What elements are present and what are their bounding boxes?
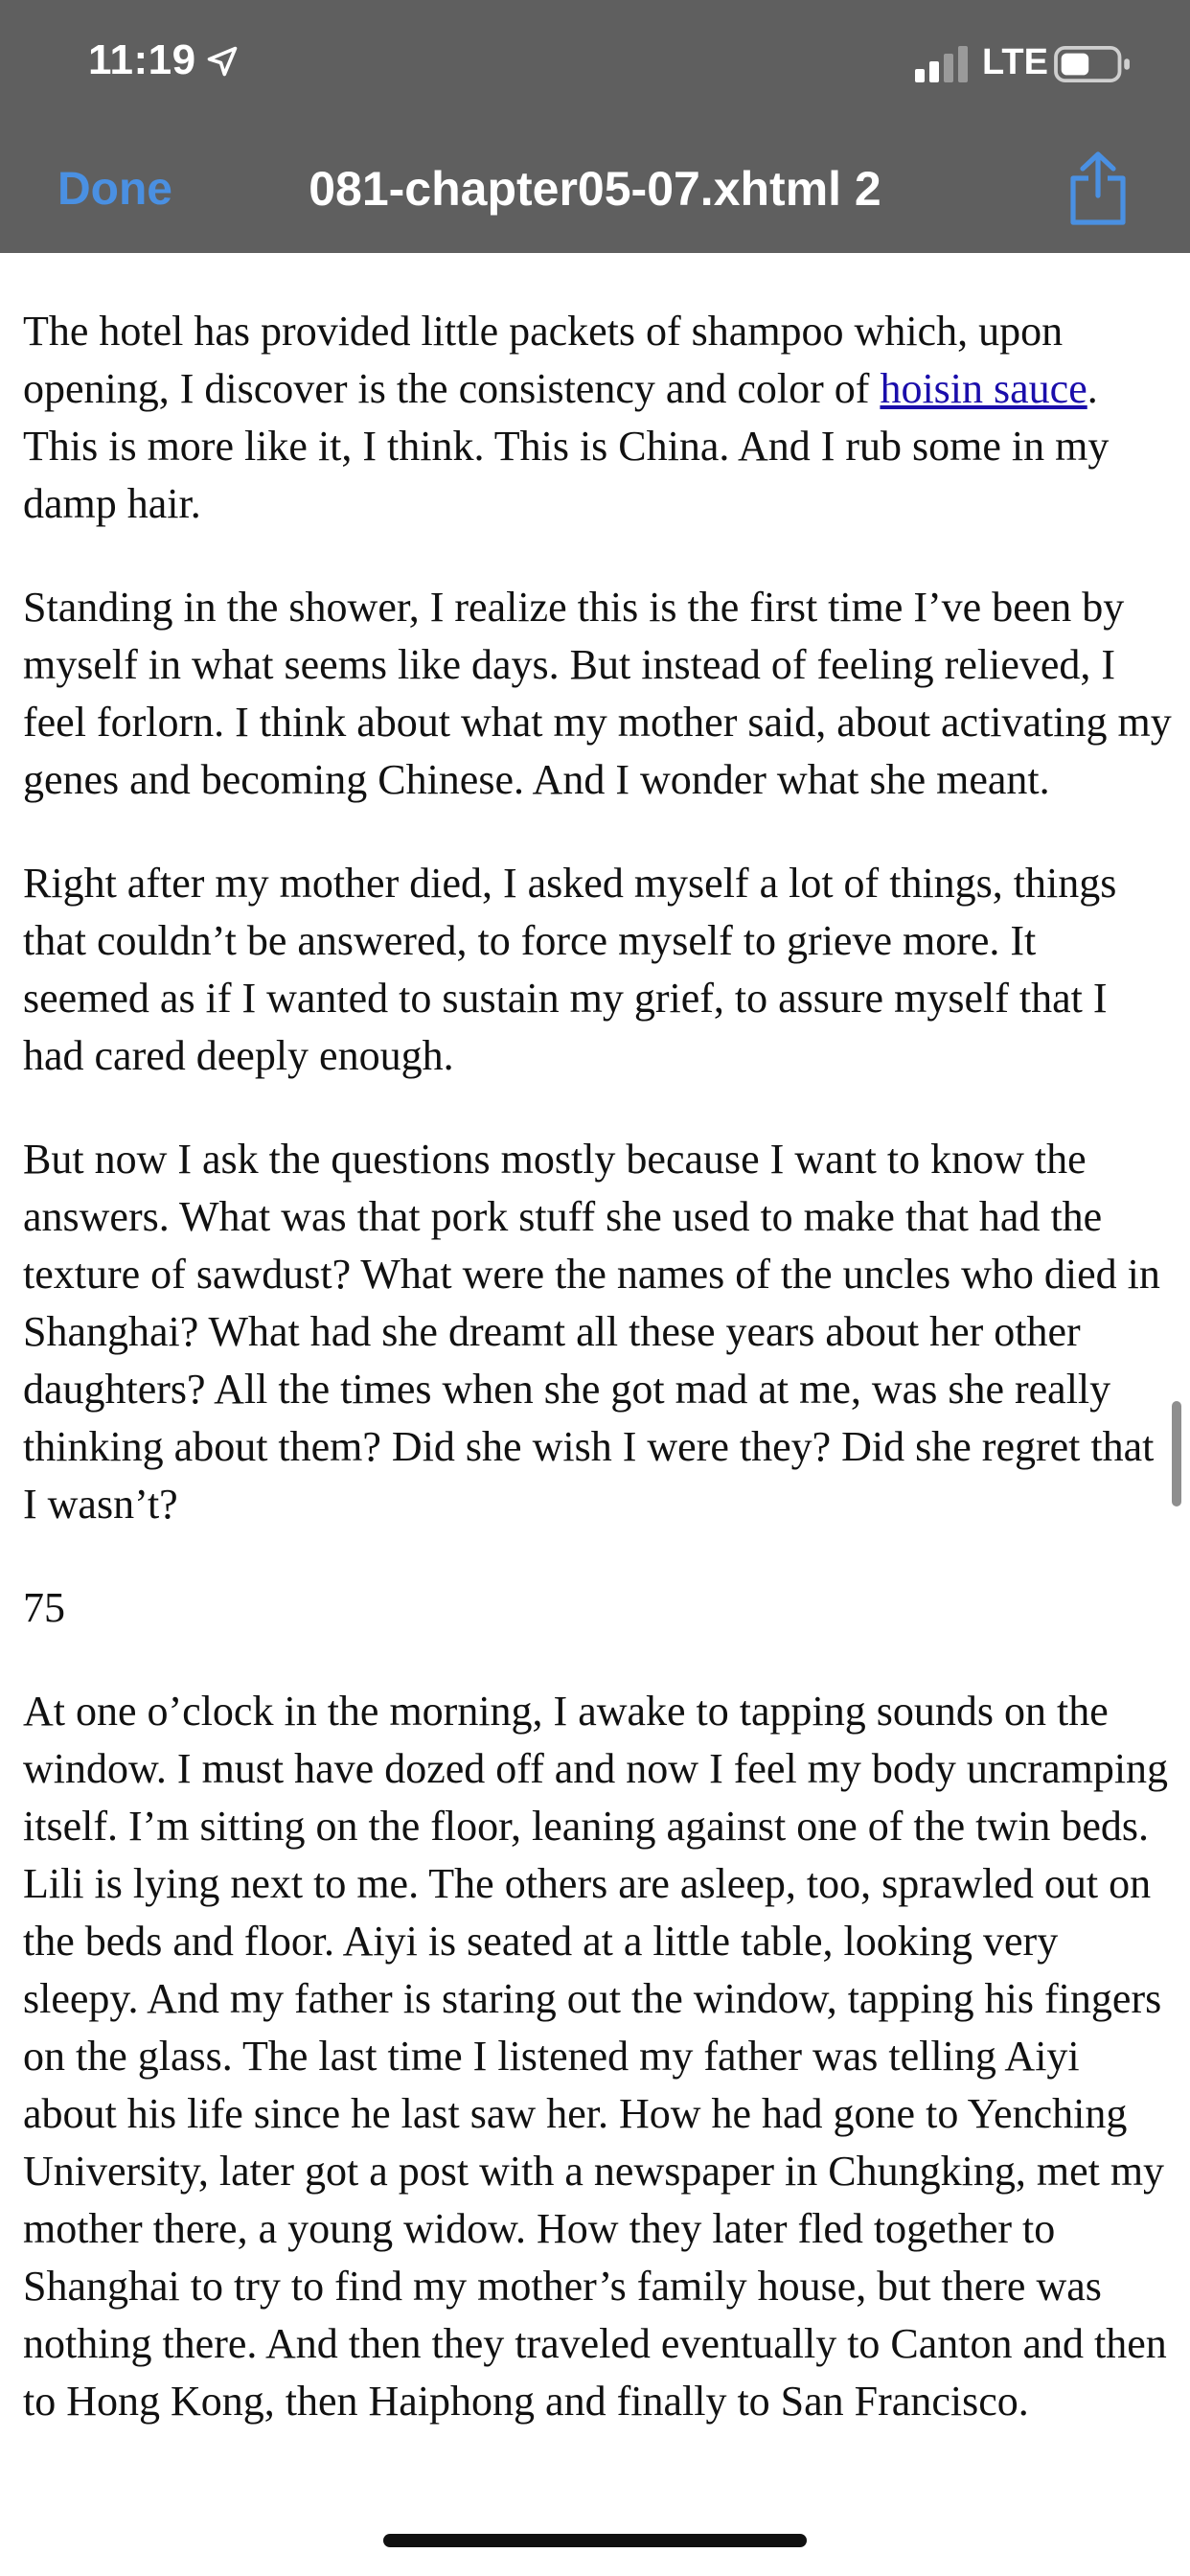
scroll-indicator[interactable] (1172, 1401, 1181, 1506)
paragraph-text: The hotel has provided little packets of shampoo which, upon opening, I discover is the consistency and color of (23, 308, 1064, 412)
hoisin-sauce-link[interactable]: hoisin sauce (880, 365, 1087, 412)
document-content (23, 303, 1173, 2476)
location-arrow-icon (205, 44, 240, 79)
network-type: LTE (982, 42, 1048, 82)
share-icon (1065, 150, 1131, 226)
paragraph-text: . This is more like it, I think. This is China. And I rub some in my damp hair. (23, 365, 1110, 527)
battery-icon (1054, 46, 1131, 82)
page-number: 75 (23, 1584, 65, 1631)
top-bar (0, 0, 1190, 253)
home-indicator[interactable] (383, 2534, 807, 2547)
document-title: 081-chapter05-07.xhtml 2 (309, 162, 881, 216)
paragraph (23, 303, 1173, 533)
paragraph: At one o’clock in the morning, I awake to tapping sounds on the window. I must have dozed off and now I feel my body uncramping itself. I’m sitting on the floor, leaning against one of the twin beds. Lili is lying next to me. The others are asleep, too, sprawled out on the beds and floor. Aiyi is seated at a little table, looking very sleepy. And my father is staring out the window, tapping his fingers on the glass. The last time I listened my father was telling Aiyi about his life since he last saw her. How he had gone to Yenching University, later got a post with a newspaper in Chungking, met my mother there, a young widow. How they later fled together to Shanghai to try to find my mother’s family house, but there was nothing there. And then they traveled eventually to Canton and then to Hong Kong, then Haiphong and finally to San Francisco. (23, 1688, 1169, 2425)
signal-bars-icon (915, 44, 969, 82)
paragraph: Standing in the shower, I realize this is the first time I’ve been by myself in what seems like days. But instead of feeling relieved, I feel forlorn. I think about what my mother said, about activating my genes and becoming Chinese. And I wonder what she meant. (23, 584, 1172, 803)
paragraph: Right after my mother died, I asked myself a lot of things, things that couldn’t be answered, to force myself to grieve more. It seemed as if I wanted to sustain my grief, to assure myself that I had cared deeply enough. (23, 860, 1117, 1079)
paragraph: But now I ask the questions mostly because I want to know the answers. What was that pork stuff she used to make that had the texture of sawdust? What were the names of the uncles who died in Shanghai? What had she dreamt all these years about her other daughters? All the times when she got mad at me, was she really thinking about them? Did she wish I were they? Did she regret that I wasn’t? (23, 1136, 1160, 1528)
status-time: 11:19 (88, 36, 196, 83)
done-button[interactable]: Done (57, 164, 172, 215)
share-button[interactable] (1065, 150, 1131, 226)
